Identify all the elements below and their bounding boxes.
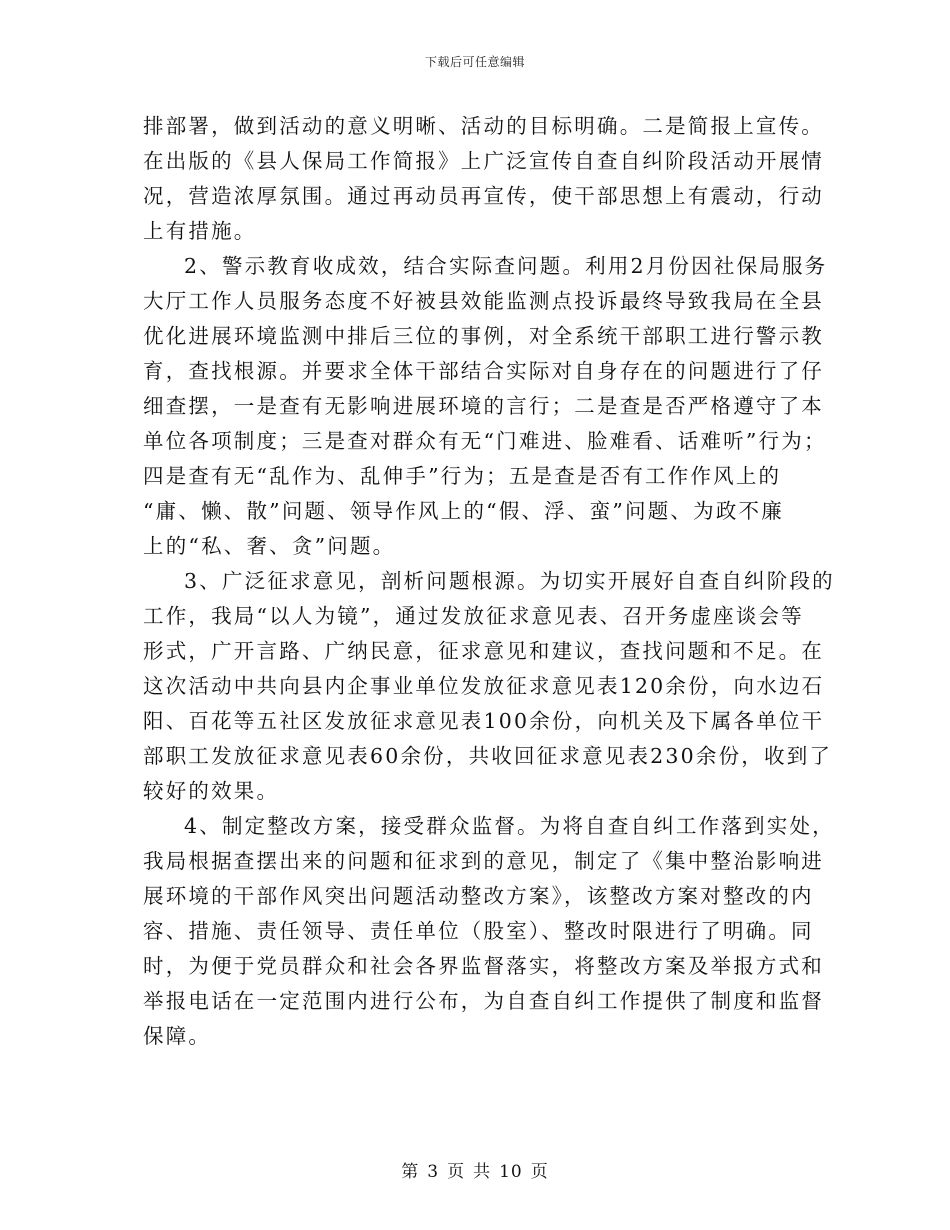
body-line: 排部署，做到活动的意义明晰、活动的目标明确。二是简报上宣传。 bbox=[143, 114, 824, 138]
body-line: 举报电话在一定范围内进行公布，为自查自纠工作提供了制度和监督 bbox=[143, 989, 824, 1013]
page-label-mid: 页 bbox=[447, 1162, 466, 1182]
body-line: 大厅工作人员服务态度不好被县效能监测点投诉最终导致我局在全县 bbox=[143, 289, 824, 313]
body-line: 我局根据查摆出来的问题和征求到的意见，制定了《集中整治影响进 bbox=[143, 849, 824, 873]
total-label: 共 bbox=[473, 1162, 492, 1182]
body-line: 在出版的《县人保局工作简报》上广泛宣传自查自纠阶段活动开展情 bbox=[143, 149, 824, 173]
body-line: 2、警示教育收成效，结合实际查问题。利用2月份因社保局服务 bbox=[184, 254, 828, 278]
body-line: 形式，广开言路、广纳民意，征求意见和建议，查找问题和不足。在 bbox=[143, 639, 824, 663]
body-line: 保障。 bbox=[143, 1024, 212, 1048]
page-label-prefix: 第 bbox=[401, 1162, 420, 1182]
body-line: 上有措施。 bbox=[143, 219, 257, 243]
body-line: 细查摆，一是查有无影响进展环境的言行；二是查是否严格遵守了本 bbox=[143, 394, 824, 418]
body-line: 部职工发放征求意见表60余份，共收回征求意见表230余份，收到了 bbox=[143, 744, 833, 768]
body-line: 单位各项制度；三是查对群众有无“门难进、脸难看、话难听”行为； bbox=[143, 429, 827, 453]
page-footer bbox=[0, 1157, 950, 1182]
body-line: 优化进展环境监测中排后三位的事例，对全系统干部职工进行警示教 bbox=[143, 324, 824, 348]
body-line: 四是查有无“乱作为、乱伸手”行为；五是查是否有工作作风上的 bbox=[143, 464, 782, 488]
body-line: 容、措施、责任领导、责任单位（股室）、整改时限进行了明确。同 bbox=[143, 919, 814, 943]
body-line: 阳、百花等五社区发放征求意见表100余份，向机关及下属各单位干 bbox=[143, 709, 825, 733]
body-line: 时，为便于党员群众和社会各界监督落实，将整改方案及举报方式和 bbox=[143, 954, 824, 978]
page-number: 3 bbox=[427, 1162, 440, 1182]
page-label-suffix: 页 bbox=[530, 1162, 549, 1182]
page-header: 下载后可任意编辑 bbox=[424, 55, 525, 69]
body-line: 育，查找根源。并要求全体干部结合实际对自身存在的问题进行了仔 bbox=[143, 359, 824, 383]
document-body bbox=[143, 109, 835, 1054]
body-line: 较好的效果。 bbox=[143, 779, 280, 803]
body-line: 上的“私、奢、贪”问题。 bbox=[143, 534, 396, 558]
body-line: “庸、懒、散”问题、领导作风上的“假、浮、蛮”问题、为政不廉 bbox=[143, 499, 784, 523]
body-line: 3、广泛征求意见，剖析问题根源。为切实开展好自查自纠阶段的 bbox=[184, 569, 835, 593]
body-line: 工作，我局“以人为镜”，通过发放征求意见表、召开务虚座谈会等 bbox=[143, 604, 804, 628]
body-line: 展环境的干部作风突出问题活动整改方案》，该整改方案对整改的内 bbox=[143, 884, 814, 908]
total-pages: 10 bbox=[499, 1162, 523, 1182]
body-line: 况，营造浓厚氛围。通过再动员再宣传，使干部思想上有震动，行动 bbox=[143, 184, 824, 208]
body-line: 4、制定整改方案，接受群众监督。为将自查自纠工作落到实处， bbox=[184, 814, 835, 838]
body-line: 这次活动中共向县内企事业单位发放征求意见表120余份，向水边石 bbox=[143, 674, 825, 698]
